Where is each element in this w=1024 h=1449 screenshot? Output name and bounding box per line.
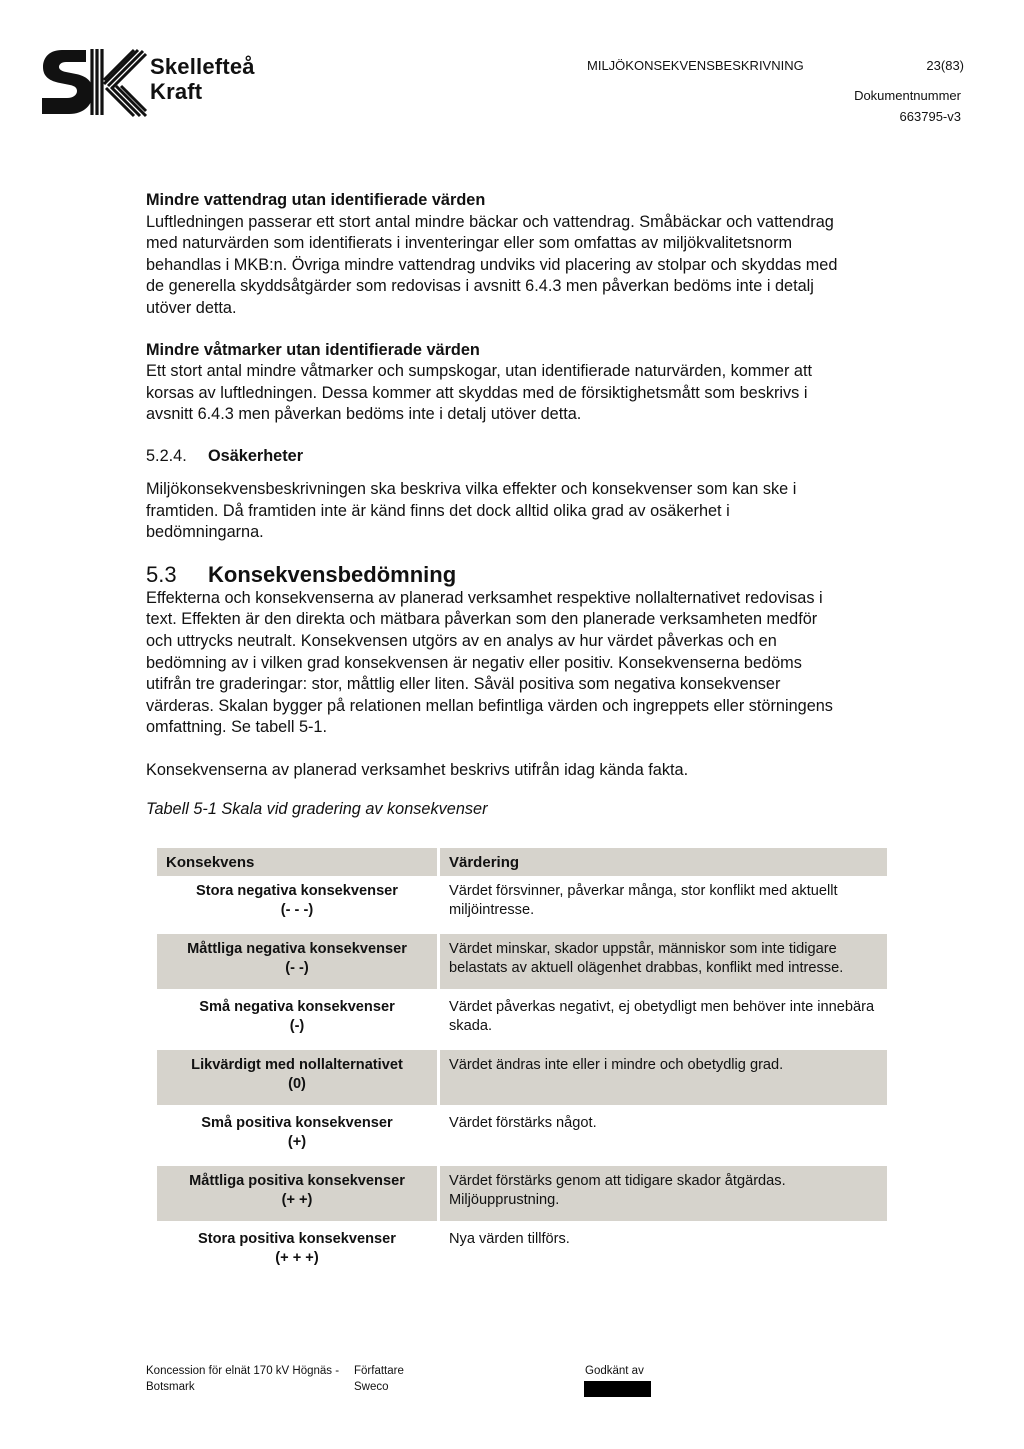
- heading-vattendrag: Mindre vattendrag utan identifierade värden: [146, 191, 486, 209]
- consequence-label: Små positiva konsekvenser: [201, 1115, 393, 1131]
- table-header-row: [157, 848, 887, 876]
- consequence-label: Likvärdigt med nollalternativet: [191, 1057, 403, 1073]
- consequence-label: Små negativa konsekvenser: [199, 999, 395, 1015]
- consequence-cell: [157, 933, 439, 991]
- footer-author: [354, 1364, 404, 1395]
- heading-title: Konsekvensbedömning: [208, 561, 457, 587]
- brand-name: [150, 54, 255, 104]
- heading-osakerheter: [146, 446, 846, 467]
- paragraph-vattendrag: Luftledningen passerar ett stort antal mindre bäckar och vattendrag. Småbäckar och vattendrag med naturvärden som identifierats i inventeringar eller som omfattas av miljökvalitetsnorm behandlas i MKB:n. Övriga mindre vattendrag undviks vid placering av stolpar och skyddas med de generella skyddsåtgärder som redovisas i avsnitt 6.4.3 men påverkan bedöms inte i detalj utöver detta.: [146, 212, 838, 317]
- valuation-cell: Värdet förstärks något.: [439, 1107, 888, 1165]
- consequence-symbol: (- - -): [280, 901, 314, 918]
- page-number: 23(83): [926, 58, 964, 73]
- heading-vatmarker: Mindre våtmarker utan identifierade värden: [146, 340, 480, 359]
- valuation-cell: Värdet ändras inte eller i mindre och obetydlig grad.: [439, 1049, 888, 1107]
- consequence-scale-table: [157, 848, 887, 1279]
- valuation-cell: Värdet minskar, skador uppstår, människor som inte tidigare belastats av aktuell olägenhet drabbas, konflikt med intresse.: [439, 933, 888, 991]
- consequence-label: Stora negativa konsekvenser: [196, 883, 398, 899]
- heading-number: 5.2.4.: [146, 446, 187, 465]
- consequence-cell: [157, 991, 439, 1049]
- heading-number: 5.3: [146, 561, 177, 587]
- table-row: [157, 1223, 887, 1280]
- footer-project: Koncession för elnät 170 kV Högnäs - Botsmark: [146, 1365, 340, 1393]
- consequence-symbol: (0): [288, 1075, 306, 1092]
- heading-title: Osäkerheter: [208, 446, 304, 465]
- consequence-cell: [157, 1107, 439, 1165]
- paragraph-konsekvens-2: Konsekvenserna av planerad verksamhet beskrivs utifrån idag kända fakta.: [146, 760, 689, 779]
- paragraph-osakerheter: Miljökonsekvensbeskrivningen ska beskriva vilka effekter och konsekvenser som kan ske i framtiden. Då framtiden inte är känd finns det dock alltid olika grad av osäkerhet i bedömningarna.: [146, 479, 797, 542]
- consequence-cell: [157, 1049, 439, 1107]
- skelleftea-kraft-logo: [40, 46, 270, 118]
- column-header-konsekvens: Konsekvens: [157, 848, 439, 876]
- valuation-cell: Värdet förstärks genom att tidigare skador åtgärdas. Miljöupprustning.: [439, 1165, 888, 1223]
- consequence-symbol: (-): [289, 1017, 305, 1034]
- document-number-label: Dokumentnummer: [854, 88, 961, 103]
- valuation-cell: Värdet försvinner, påverkar många, stor konflikt med aktuellt miljöintresse.: [449, 883, 838, 918]
- paragraph-konsekvens-1: Effekterna och konsekvenserna av planerad verksamhet respektive nollalternativet redovisas i text. Effekten är den direkta och mätbara påverkan som den planerade verksamheten medför och uttrycks neutralt. Konsekvensen utgörs av en analys av hur värdet påverkas och en bedömning av i vilken grad konsekvensen är negativ eller positiv. Konsekvenserna bedöms utifrån tre graderingar: stor, måttlig eller liten. Såväl positiva som negativa konsekvenser värderas. Skalan bygger på relationen mellan befintliga värden och ingreppets eller störningens omfattning. Se tabell 5-1.: [146, 588, 833, 737]
- document-title: MILJÖKONSEKVENSBESKRIVNING: [587, 58, 804, 73]
- consequence-cell: [157, 1165, 439, 1223]
- section-vattendrag: [146, 190, 846, 320]
- table-row: [157, 1107, 887, 1165]
- table-row: [157, 933, 887, 991]
- table-row: [157, 1049, 887, 1107]
- consequence-label: Stora positiva konsekvenser: [198, 1231, 396, 1247]
- heading-konsekvensbedomning: [146, 562, 846, 588]
- consequence-label: Måttliga negativa konsekvenser: [187, 941, 407, 957]
- consequence-cell: [157, 1223, 439, 1280]
- footer-approved-label: Godkänt av: [585, 1365, 644, 1377]
- table-row: [157, 876, 887, 933]
- brand-line-1: Skellefteå: [150, 54, 255, 79]
- footer-author-value: Sweco: [354, 1380, 389, 1393]
- section-vatmarker: [146, 340, 846, 426]
- paragraph-vatmarker: Ett stort antal mindre våtmarker och sumpskogar, utan identifierade naturvärden, kommer att korsas av luftledningen. Dessa kommer att skyddas med de försiktighetsmått som beskrivs i avsnitt 6.4.3 men påverkan bedöms inte i detalj utöver detta.: [146, 362, 813, 424]
- consequence-symbol: (+ +): [281, 1191, 313, 1208]
- brand-line-2: Kraft: [150, 79, 203, 104]
- table-row: [157, 1165, 887, 1223]
- consequence-symbol: (- -): [285, 959, 309, 976]
- table-caption: Tabell 5-1 Skala vid gradering av konsekvenser: [146, 800, 488, 819]
- consequence-symbol: (+): [287, 1133, 307, 1150]
- consequence-symbol: (+ + +): [275, 1249, 319, 1266]
- column-header-vardering: Värdering: [439, 848, 888, 876]
- valuation-cell: Nya värden tillförs.: [439, 1223, 888, 1280]
- redacted-approver: [584, 1381, 651, 1397]
- valuation-cell: Värdet påverkas negativt, ej obetydligt men behöver inte innebära skada.: [439, 991, 888, 1049]
- consequence-cell: [157, 876, 439, 933]
- document-number: 663795-v3: [899, 109, 961, 124]
- consequence-label: Måttliga positiva konsekvenser: [189, 1173, 405, 1189]
- sk-logo-icon: [40, 46, 148, 118]
- footer-author-label: Författare: [354, 1365, 404, 1377]
- document-body: [146, 190, 846, 835]
- table-row: [157, 991, 887, 1049]
